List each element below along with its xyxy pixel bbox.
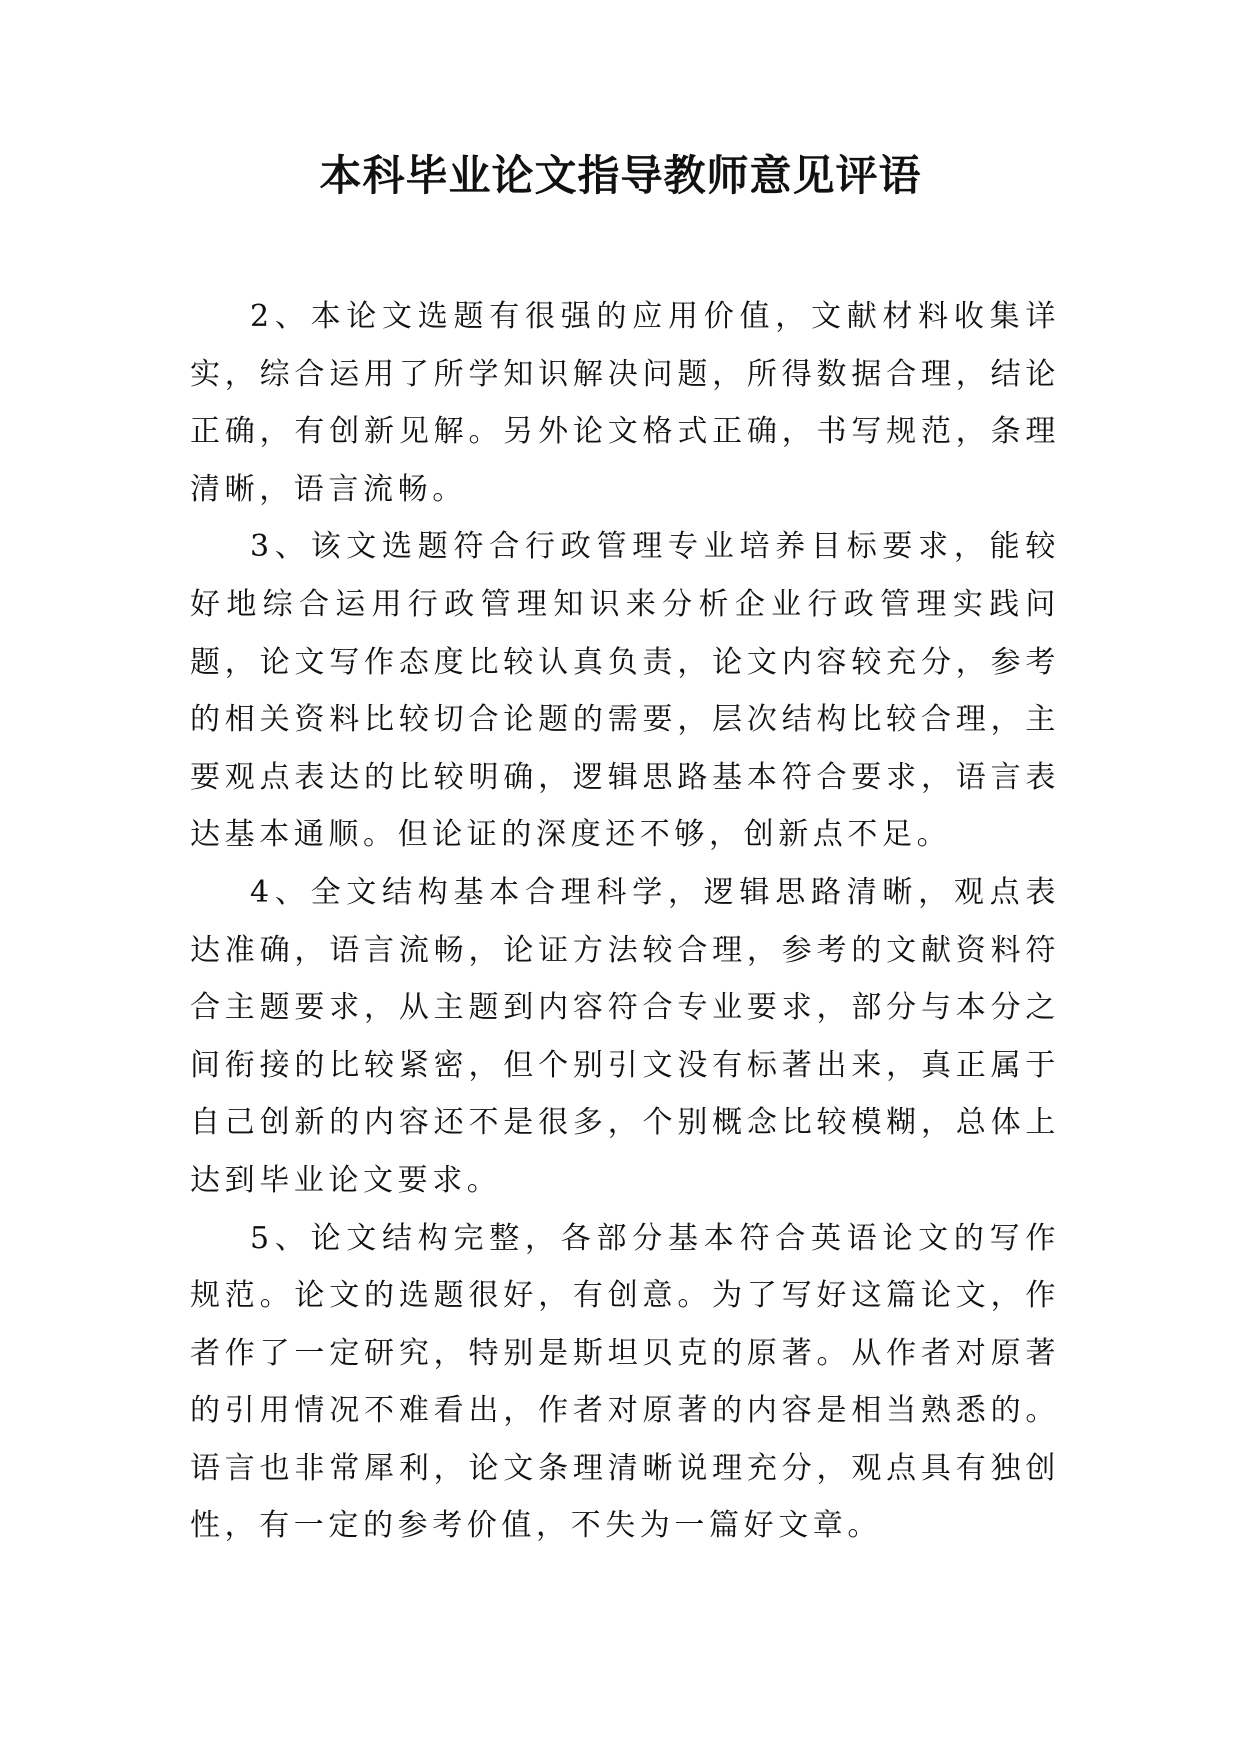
paragraph-4: 4、全文结构基本合理科学，逻辑思路清晰，观点表达准确，语言流畅，论证方法较合理，参考的文献资料符合主题要求，从主题到内容符合专业要求，部分与本分之间衔接的比较紧密，但个别引文没有标著出来，真正属于自己创新的内容还不是很多，个别概念比较模糊，总体上达到毕业论文要求。 xyxy=(190,874,1060,1198)
document-title: 本科毕业论文指导教师意见评语 xyxy=(319,151,922,200)
paragraph-5: 5、论文结构完整，各部分基本符合英语论文的写作规范。论文的选题很好，有创意。为了写好这篇论文，作者作了一定研究，特别是斯坦贝克的原著。从作者对原著的引用情况不难看出，作者对原著的内容是相当熟悉的。语言也非常犀利，论文条理清晰说理充分，观点具有独创性，有一定的参考价值，不失为一篇好文章。 xyxy=(190,1220,1060,1544)
document-body xyxy=(190,288,1060,1555)
paragraph-3: 3、该文选题符合行政管理专业培养目标要求，能较好地综合运用行政管理知识来分析企业行政管理实践问题，论文写作态度比较认真负责，论文内容较充分，参考的相关资料比较切合论题的需要，层次结构比较合理，主要观点表达的比较明确，逻辑思路基本符合要求，语言表达基本通顺。但论证的深度还不够，创新点不足。 xyxy=(190,529,1060,853)
paragraph-2: 2、本论文选题有很强的应用价值，文献材料收集详实，综合运用了所学知识解决问题，所得数据合理，结论正确，有创新见解。另外论文格式正确，书写规范，条理清晰，语言流畅。 xyxy=(190,299,1060,507)
